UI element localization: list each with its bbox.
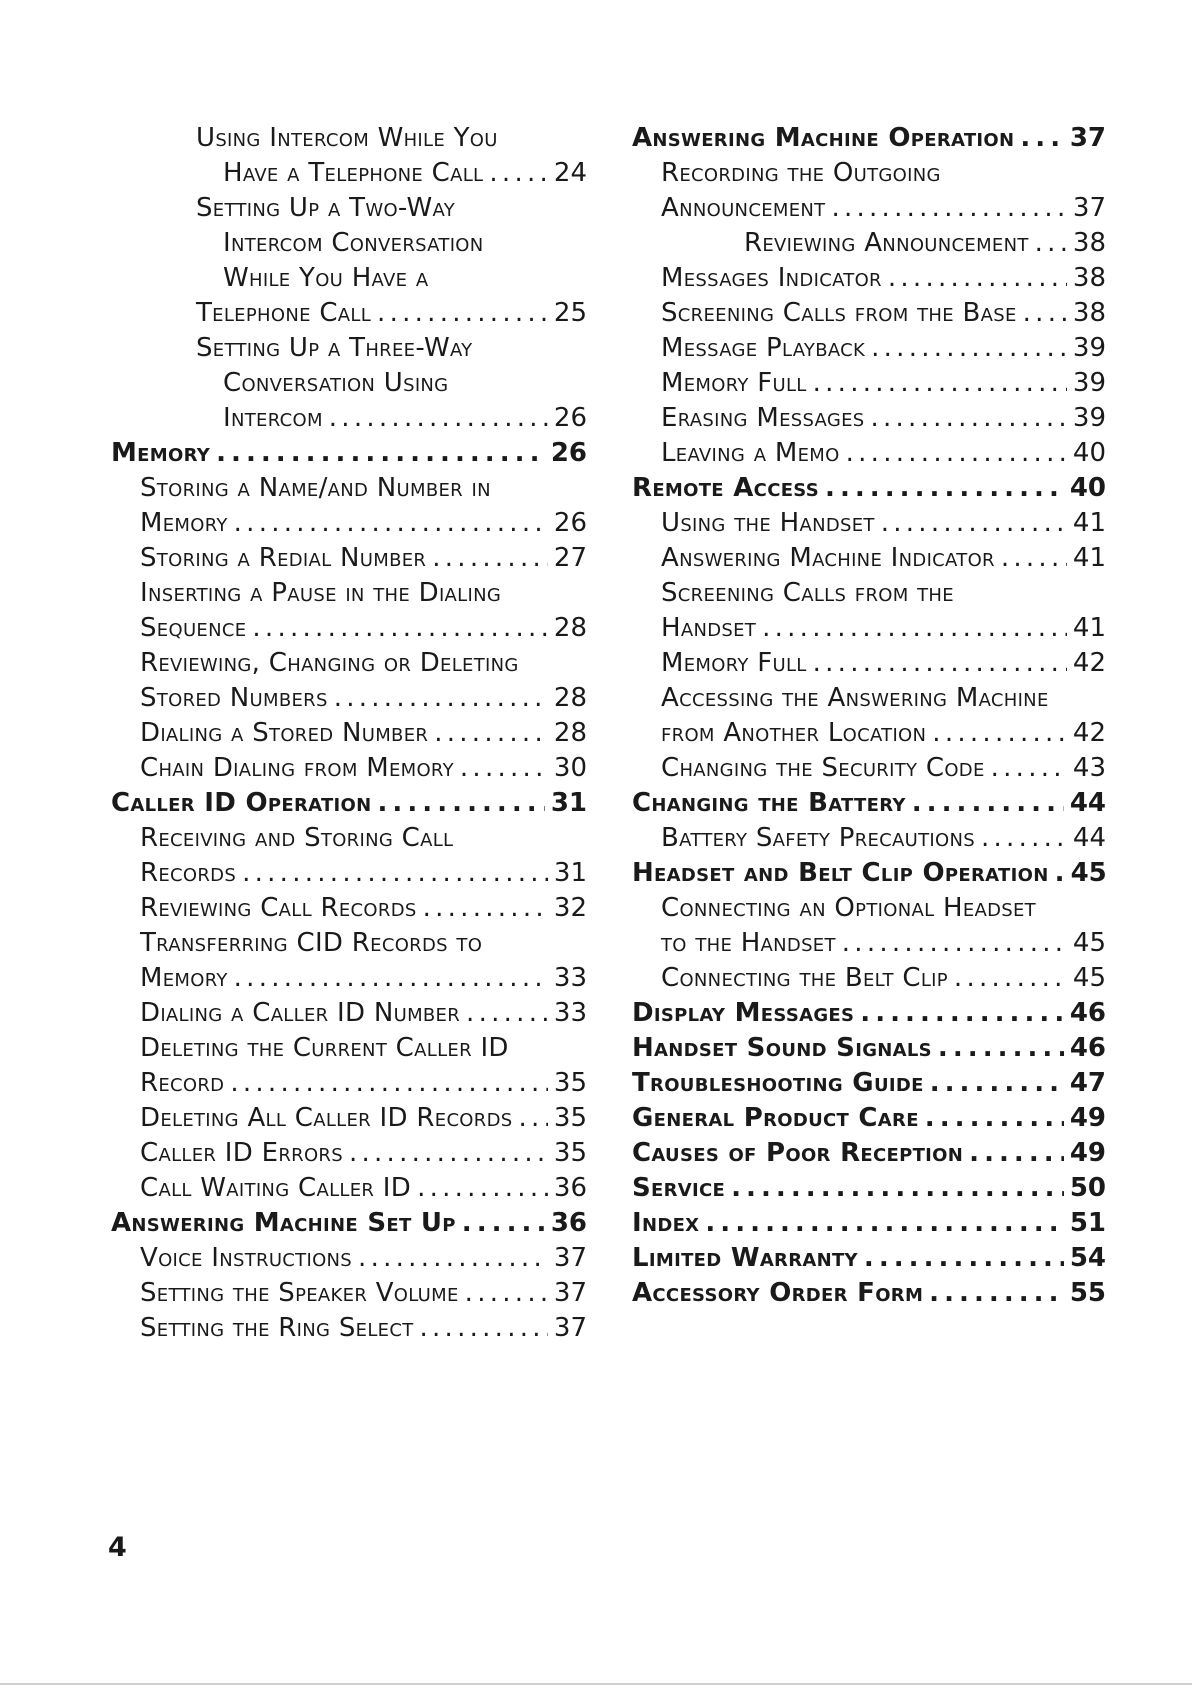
toc-page-number: 45 xyxy=(1070,858,1107,888)
toc-entry-announcement xyxy=(632,191,1106,226)
dot-leader xyxy=(420,1311,548,1346)
dot-leader xyxy=(1023,296,1067,331)
toc-entry-changing-the-security-code xyxy=(632,751,1106,786)
toc-page-number: 55 xyxy=(1069,1278,1106,1308)
dot-leader xyxy=(762,611,1067,646)
toc-entry-using-intercom-while-you xyxy=(111,121,587,156)
dot-leader xyxy=(969,1136,1064,1171)
toc-page-number: 35 xyxy=(553,1138,587,1168)
toc-entry-leaving-a-memo xyxy=(632,436,1106,471)
toc-page-number: 44 xyxy=(1072,823,1106,853)
dot-leader xyxy=(434,716,548,751)
toc-entry-title: Service xyxy=(632,1173,726,1203)
toc-page-number: 37 xyxy=(553,1313,587,1343)
toc-entry-title: Recording the Outgoing xyxy=(661,158,941,188)
toc-entry-title: Dialing a Caller ID Number xyxy=(140,998,461,1028)
toc-entry-title: Setting Up a Two-Way xyxy=(196,193,456,223)
toc-entry-from-another-location xyxy=(632,716,1106,751)
toc-page-number: 28 xyxy=(553,613,587,643)
dot-leader xyxy=(465,1276,548,1311)
toc-entry-title: Reviewing, Changing or Deleting xyxy=(140,648,519,678)
toc-entry-intercom-conversation xyxy=(111,226,587,261)
toc-page-number: 39 xyxy=(1072,333,1106,363)
toc-entry-title: Memory xyxy=(140,963,228,993)
toc-entry-while-you-have-a xyxy=(111,261,587,296)
toc-entry-caller-id-errors xyxy=(111,1136,587,1171)
dot-leader xyxy=(334,681,548,716)
toc-entry-changing-the-battery xyxy=(632,786,1106,821)
toc-entry-title: Record xyxy=(140,1068,225,1098)
dot-leader xyxy=(860,996,1064,1031)
dot-leader xyxy=(466,996,548,1031)
dot-leader xyxy=(242,856,548,891)
toc-entry-title: Memory xyxy=(140,508,228,538)
toc-page-number: 36 xyxy=(553,1173,587,1203)
toc-entry-to-the-handset xyxy=(632,926,1106,961)
toc-page-number: 24 xyxy=(553,158,587,188)
dot-leader xyxy=(518,1101,547,1136)
toc-entry-recording-the-outgoing xyxy=(632,156,1106,191)
toc-entry-title: Receiving and Storing Call xyxy=(140,823,454,853)
toc-entry-title: Messages Indicator xyxy=(661,263,882,293)
toc-entry-title: Conversation Using xyxy=(223,368,449,398)
dot-leader xyxy=(881,506,1067,541)
dot-leader xyxy=(864,1241,1064,1276)
toc-entry-message-playback xyxy=(632,331,1106,366)
toc-entry-headset-and-belt-clip-operation xyxy=(632,856,1106,891)
toc-entry-service xyxy=(632,1171,1106,1206)
toc-entry-memory xyxy=(111,436,587,471)
dot-leader xyxy=(329,401,548,436)
toc-entry-title: Accessing the Answering Machine xyxy=(661,683,1049,713)
toc-page-number: 31 xyxy=(550,788,587,818)
dot-leader xyxy=(1055,856,1065,891)
toc-entry-title: Announcement xyxy=(661,193,826,223)
toc-entry-title: Setting the Ring Select xyxy=(140,1313,414,1343)
toc-entry-setting-the-ring-select xyxy=(111,1311,587,1346)
toc-page-number: 47 xyxy=(1069,1068,1106,1098)
toc-page-number: 37 xyxy=(1072,193,1106,223)
toc-entry-answering-machine-indicator xyxy=(632,541,1106,576)
toc-page-number: 42 xyxy=(1072,648,1106,678)
toc-entry-handset xyxy=(632,611,1106,646)
dot-leader xyxy=(1020,121,1063,156)
toc-entry-answering-machine-operation xyxy=(632,121,1106,156)
toc-entry-title: Connecting an Optional Headset xyxy=(661,893,1036,923)
dot-leader xyxy=(423,891,548,926)
dot-leader xyxy=(731,1171,1064,1206)
toc-entry-title: Causes of Poor Reception xyxy=(632,1138,964,1168)
toc-entry-chain-dialing-from-memory xyxy=(111,751,587,786)
toc-page-number: 42 xyxy=(1072,718,1106,748)
toc-entry-storing-a-name-and-number-in xyxy=(111,471,587,506)
toc-entry-title: Call Waiting Caller ID xyxy=(140,1173,412,1203)
dot-leader xyxy=(842,926,1067,961)
toc-entry-title: Records xyxy=(140,858,237,888)
toc-entry-have-a-telephone-call xyxy=(111,156,587,191)
toc-entry-title: While You Have a xyxy=(223,263,429,293)
toc-entry-accessing-the-answering-machine xyxy=(632,681,1106,716)
toc-entry-transferring-cid-records-to xyxy=(111,926,587,961)
dot-leader xyxy=(462,1206,545,1241)
toc-entry-title: Voice Instructions xyxy=(140,1243,353,1273)
toc-entry-dialing-a-stored-number xyxy=(111,716,587,751)
toc-entry-stored-numbers xyxy=(111,681,587,716)
toc-entry-receiving-and-storing-call xyxy=(111,821,587,856)
toc-entry-title: Memory xyxy=(111,438,211,468)
toc-entry-title: Leaving a Memo xyxy=(661,438,840,468)
toc-entry-intercom xyxy=(111,401,587,436)
toc-entry-deleting-all-caller-id-records xyxy=(111,1101,587,1136)
toc-entry-reviewing-changing-or-deleting xyxy=(111,646,587,681)
toc-entry-memory-full xyxy=(632,646,1106,681)
toc-page-number: 46 xyxy=(1069,998,1106,1028)
dot-leader xyxy=(930,1066,1064,1101)
toc-entry-title: Troubleshooting Guide xyxy=(632,1068,924,1098)
toc-entry-voice-instructions xyxy=(111,1241,587,1276)
toc-entry-title: Display Messages xyxy=(632,998,855,1028)
toc-entry-causes-of-poor-reception xyxy=(632,1136,1106,1171)
toc-page-number: 39 xyxy=(1072,403,1106,433)
toc-entry-title: Answering Machine Set Up xyxy=(111,1208,456,1238)
dot-leader xyxy=(871,331,1067,366)
toc-entry-title: Have a Telephone Call xyxy=(223,158,484,188)
toc-page-number: 32 xyxy=(553,893,587,923)
toc-entry-title: Handset Sound Signals xyxy=(632,1033,932,1063)
toc-page-number: 38 xyxy=(1072,263,1106,293)
toc-page-number: 37 xyxy=(553,1278,587,1308)
toc-page-number: 27 xyxy=(553,543,587,573)
dot-leader xyxy=(846,436,1067,471)
toc-page-number: 33 xyxy=(553,963,587,993)
toc-entry-title: Battery Safety Precautions xyxy=(661,823,975,853)
dot-leader xyxy=(234,506,548,541)
dot-leader xyxy=(378,786,545,821)
toc-entry-title: Using the Handset xyxy=(661,508,875,538)
toc-entry-messages-indicator xyxy=(632,261,1106,296)
toc-page-number: 54 xyxy=(1069,1243,1106,1273)
toc-entry-setting-up-a-two-way xyxy=(111,191,587,226)
toc-page-number: 43 xyxy=(1072,753,1106,783)
toc-entry-title: Memory Full xyxy=(661,648,807,678)
toc-entry-battery-safety-precautions xyxy=(632,821,1106,856)
dot-leader xyxy=(870,401,1066,436)
dot-leader xyxy=(831,191,1066,226)
toc-entry-title: Inserting a Pause in the Dialing xyxy=(140,578,502,608)
dot-leader xyxy=(377,296,548,331)
toc-entry-title: Limited Warranty xyxy=(632,1243,858,1273)
toc-entry-call-waiting-caller-id xyxy=(111,1171,587,1206)
toc-entry-title: from Another Location xyxy=(661,718,927,748)
toc-right-column xyxy=(632,121,1106,1311)
toc-page-number: 35 xyxy=(553,1103,587,1133)
dot-leader xyxy=(981,821,1067,856)
toc-entry-conversation-using xyxy=(111,366,587,401)
dot-leader xyxy=(813,646,1067,681)
toc-entry-title: Memory Full xyxy=(661,368,807,398)
dot-leader xyxy=(705,1206,1063,1241)
toc-page-number: 35 xyxy=(553,1068,587,1098)
toc-entry-memory xyxy=(111,961,587,996)
dot-leader xyxy=(912,786,1064,821)
toc-page-number: 51 xyxy=(1069,1208,1106,1238)
toc-page-number: 50 xyxy=(1069,1173,1106,1203)
dot-leader xyxy=(230,1066,548,1101)
toc-left-column xyxy=(111,121,587,1346)
dot-leader xyxy=(888,261,1067,296)
toc-entry-memory-full xyxy=(632,366,1106,401)
toc-entry-title: Answering Machine Operation xyxy=(632,123,1015,153)
toc-entry-title: Reviewing Announcement xyxy=(744,228,1029,258)
toc-entry-title: Screening Calls from the Base xyxy=(661,298,1017,328)
toc-entry-title: Accessory Order Form xyxy=(632,1278,924,1308)
toc-entry-telephone-call xyxy=(111,296,587,331)
toc-entry-using-the-handset xyxy=(632,506,1106,541)
toc-entry-answering-machine-set-up xyxy=(111,1206,587,1241)
dot-leader xyxy=(954,961,1067,996)
toc-entry-connecting-an-optional-headset xyxy=(632,891,1106,926)
toc-entry-troubleshooting-guide xyxy=(632,1066,1106,1101)
toc-entry-display-messages xyxy=(632,996,1106,1031)
dot-leader xyxy=(938,1031,1064,1066)
toc-entry-title: Index xyxy=(632,1208,700,1238)
toc-entry-sequence xyxy=(111,611,587,646)
dot-leader xyxy=(1001,541,1067,576)
toc-entry-title: Storing a Redial Number xyxy=(140,543,427,573)
toc-entry-inserting-a-pause-in-the-dialing xyxy=(111,576,587,611)
toc-page-number: 41 xyxy=(1072,508,1106,538)
toc-page-number: 31 xyxy=(553,858,587,888)
toc-entry-storing-a-redial-number xyxy=(111,541,587,576)
dot-leader xyxy=(234,961,548,996)
dot-leader xyxy=(349,1136,548,1171)
toc-entry-title: Setting the Speaker Volume xyxy=(140,1278,459,1308)
toc-entry-title: Dialing a Stored Number xyxy=(140,718,429,748)
toc-entry-title: Erasing Messages xyxy=(661,403,865,433)
toc-entry-title: Answering Machine Indicator xyxy=(661,543,995,573)
dot-leader xyxy=(925,1101,1064,1136)
toc-page-number: 41 xyxy=(1072,613,1106,643)
toc-page-number: 28 xyxy=(553,683,587,713)
page-number: 4 xyxy=(108,1532,127,1563)
toc-page-number: 49 xyxy=(1069,1103,1106,1133)
dot-leader xyxy=(460,751,548,786)
toc-entry-caller-id-operation xyxy=(111,786,587,821)
toc-page-number: 38 xyxy=(1072,298,1106,328)
toc-page-number: 49 xyxy=(1069,1138,1106,1168)
dot-leader xyxy=(252,611,548,646)
toc-page-number: 40 xyxy=(1072,438,1106,468)
toc-entry-title: Connecting the Belt Clip xyxy=(661,963,948,993)
toc-entry-title: Transferring CID Records to xyxy=(140,928,483,958)
toc-entry-memory xyxy=(111,506,587,541)
toc-entry-title: Intercom Conversation xyxy=(223,228,484,258)
dot-leader xyxy=(432,541,548,576)
toc-entry-title: Screening Calls from the xyxy=(661,578,954,608)
toc-entry-title: Using Intercom While You xyxy=(196,123,498,153)
toc-page-number: 40 xyxy=(1069,473,1106,503)
toc-page-number: 26 xyxy=(550,438,587,468)
toc-page-number: 37 xyxy=(1069,123,1106,153)
toc-entry-title: Caller ID Errors xyxy=(140,1138,343,1168)
dot-leader xyxy=(489,156,548,191)
toc-page-number: 37 xyxy=(553,1243,587,1273)
dot-leader xyxy=(932,716,1067,751)
toc-entry-title: to the Handset xyxy=(661,928,836,958)
toc-entry-erasing-messages xyxy=(632,401,1106,436)
toc-entry-remote-access xyxy=(632,471,1106,506)
toc-page-number: 26 xyxy=(553,508,587,538)
toc-page-number: 44 xyxy=(1069,788,1106,818)
toc-entry-title: Telephone Call xyxy=(196,298,372,328)
toc-entry-deleting-the-current-caller-id xyxy=(111,1031,587,1066)
toc-entry-title: Deleting All Caller ID Records xyxy=(140,1103,513,1133)
toc-entry-title: Storing a Name/and Number in xyxy=(140,473,491,503)
toc-page-number: 26 xyxy=(553,403,587,433)
toc-page-number: 38 xyxy=(1072,228,1106,258)
toc-entry-title: Changing the Battery xyxy=(632,788,906,818)
toc-page-number: 41 xyxy=(1072,543,1106,573)
toc-entry-setting-the-speaker-volume xyxy=(111,1276,587,1311)
toc-entry-title: Deleting the Current Caller ID xyxy=(140,1033,509,1063)
toc-entry-screening-calls-from-the xyxy=(632,576,1106,611)
toc-entry-general-product-care xyxy=(632,1101,1106,1136)
toc-page-number: 33 xyxy=(553,998,587,1028)
toc-page-number: 46 xyxy=(1069,1033,1106,1063)
toc-entry-setting-up-a-three-way xyxy=(111,331,587,366)
dot-leader xyxy=(825,471,1064,506)
toc-page-number: 45 xyxy=(1072,928,1106,958)
toc-entry-title: Caller ID Operation xyxy=(111,788,372,818)
toc-entry-limited-warranty xyxy=(632,1241,1106,1276)
dot-leader xyxy=(1035,226,1067,261)
toc-entry-reviewing-call-records xyxy=(111,891,587,926)
toc-entry-connecting-the-belt-clip xyxy=(632,961,1106,996)
toc-entry-title: Handset xyxy=(661,613,757,643)
toc-entry-title: Reviewing Call Records xyxy=(140,893,417,923)
toc-entry-title: Stored Numbers xyxy=(140,683,328,713)
toc-page-number: 30 xyxy=(553,753,587,783)
toc-entry-record xyxy=(111,1066,587,1101)
toc-entry-records xyxy=(111,856,587,891)
dot-leader xyxy=(991,751,1067,786)
toc-entry-title: Message Playback xyxy=(661,333,866,363)
toc-page-number: 28 xyxy=(553,718,587,748)
toc-entry-title: Setting Up a Three-Way xyxy=(196,333,473,363)
dot-leader xyxy=(929,1276,1064,1311)
toc-entry-title: Changing the Security Code xyxy=(661,753,985,783)
toc-page-number: 39 xyxy=(1072,368,1106,398)
toc-page-number: 25 xyxy=(553,298,587,328)
toc-entry-accessory-order-form xyxy=(632,1276,1106,1311)
toc-entry-dialing-a-caller-id-number xyxy=(111,996,587,1031)
dot-leader xyxy=(216,436,545,471)
toc-entry-title: Intercom xyxy=(223,403,323,433)
dot-leader xyxy=(417,1171,548,1206)
dot-leader xyxy=(813,366,1067,401)
toc-entry-title: Remote Access xyxy=(632,473,820,503)
toc-entry-title: General Product Care xyxy=(632,1103,919,1133)
toc-entry-title: Chain Dialing from Memory xyxy=(140,753,454,783)
toc-entry-screening-calls-from-the-base xyxy=(632,296,1106,331)
toc-page-number: 36 xyxy=(550,1208,587,1238)
toc-entry-reviewing-announcement xyxy=(632,226,1106,261)
dot-leader xyxy=(358,1241,548,1276)
toc-entry-index xyxy=(632,1206,1106,1241)
toc-entry-title: Headset and Belt Clip Operation xyxy=(632,858,1049,888)
toc-page-number: 45 xyxy=(1072,963,1106,993)
toc-entry-handset-sound-signals xyxy=(632,1031,1106,1066)
toc-entry-title: Sequence xyxy=(140,613,247,643)
